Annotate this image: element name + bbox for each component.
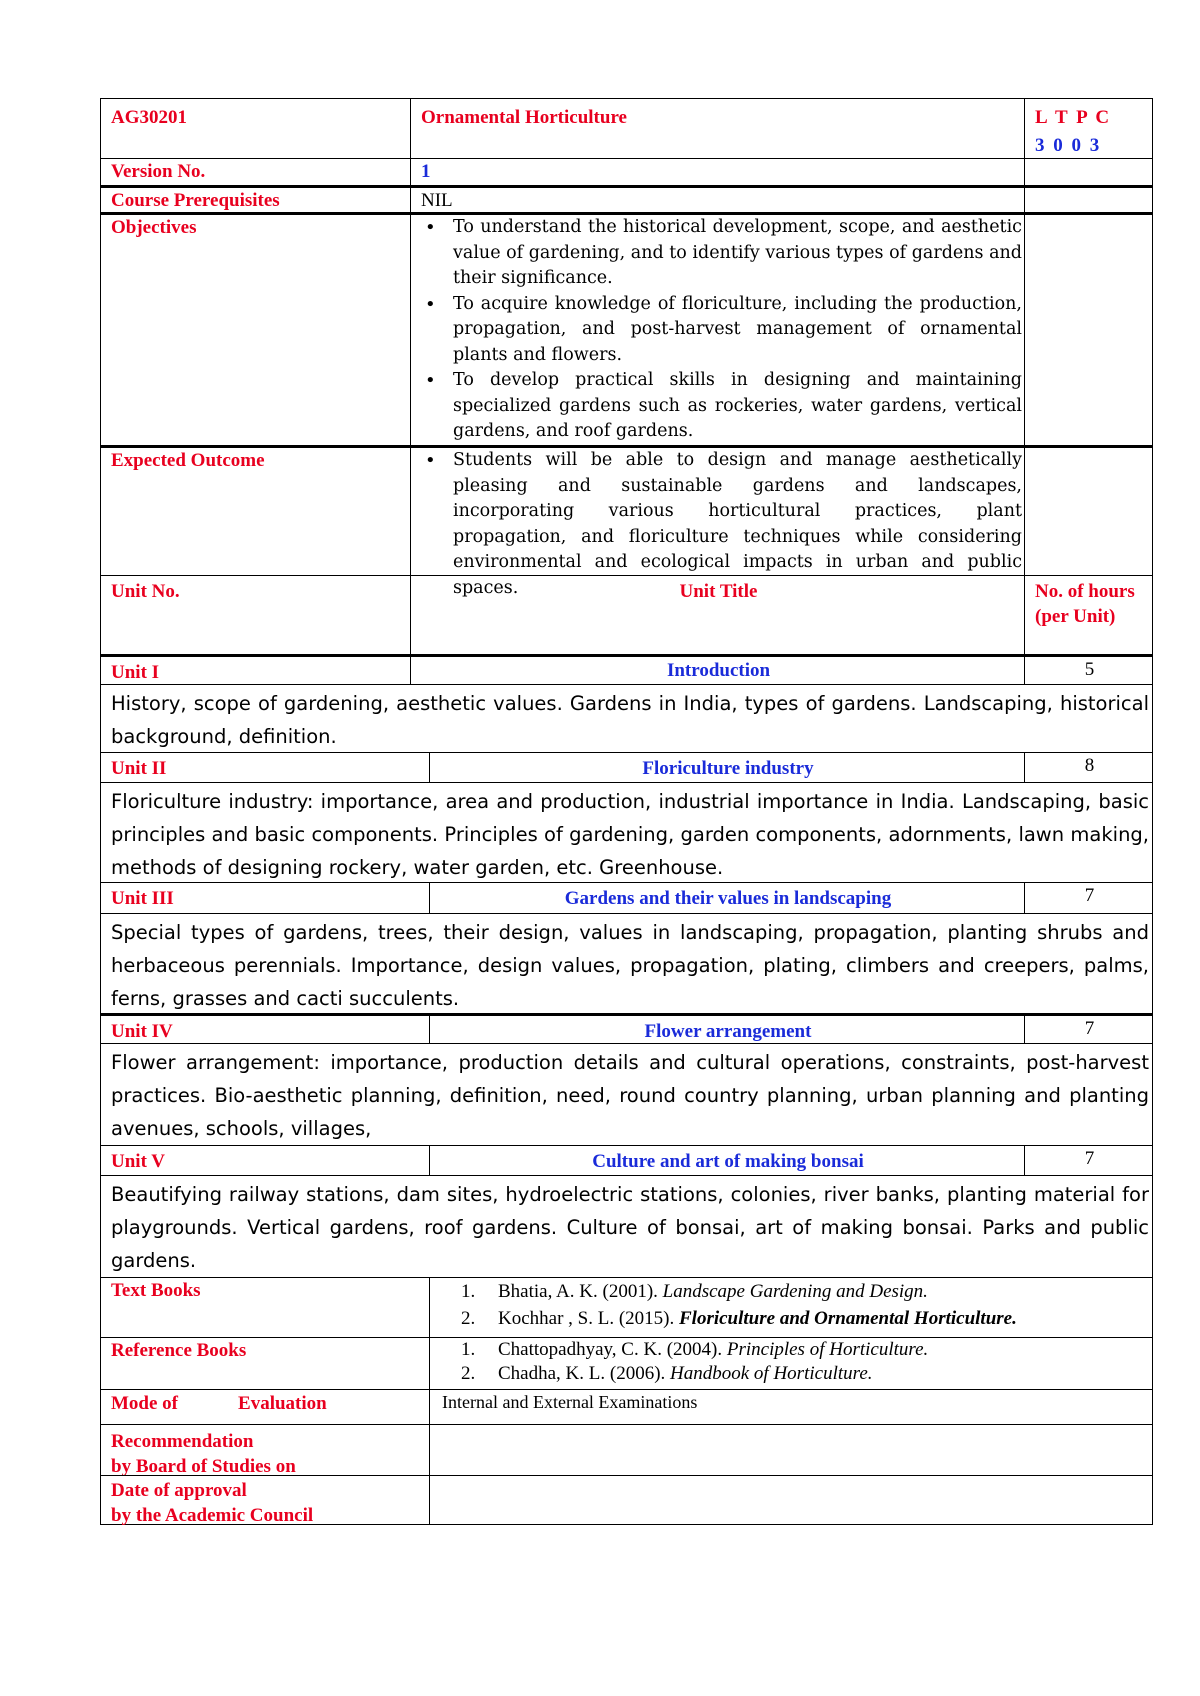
unit-no: Unit I — [101, 657, 411, 684]
unit-no: Unit V — [101, 1146, 430, 1175]
version-row — [100, 158, 1153, 185]
mode-label-a: Mode of — [111, 1393, 179, 1414]
objectives-label: Objectives — [101, 215, 411, 445]
unit-content-row — [100, 684, 1153, 752]
recommendation-value — [430, 1425, 1152, 1475]
syllabus-table — [100, 98, 1153, 1525]
approval-row — [100, 1475, 1153, 1525]
outcome-empty — [1025, 448, 1152, 575]
book-author: Kochhar , S. L. (2015). — [498, 1308, 679, 1329]
objectives-list — [419, 215, 1022, 445]
ltpc-labels: L T P C — [1035, 107, 1112, 128]
objectives-cell — [411, 215, 1025, 445]
book-item — [480, 1305, 1144, 1332]
recommendation-row — [100, 1424, 1153, 1475]
unit-row — [100, 752, 1153, 782]
unit-hours: 7 — [1084, 1018, 1095, 1039]
unit-title: Gardens and their values in landscaping — [430, 883, 1025, 913]
text-books-row — [100, 1277, 1153, 1337]
version-value: 1 — [411, 159, 1025, 185]
book-title: Principles of Horticulture. — [726, 1339, 929, 1360]
book-title: Handbook of Horticulture. — [670, 1363, 873, 1384]
course-syllabus-document — [100, 98, 1153, 1525]
unit-content-row — [100, 1175, 1153, 1277]
book-item — [480, 1338, 1144, 1362]
unit-content-row — [100, 782, 1153, 882]
course-code: AG30201 — [101, 99, 411, 158]
unit-content: Beautifying railway stations, dam sites, hydroelectric stations, colonies, river banks, planting material for playgrounds. Vertical gardens, roof gardens. Culture of bonsai, art of making bonsai. Parks and public gardens. — [111, 1183, 1149, 1272]
unit-title: Floriculture industry — [430, 753, 1025, 782]
prereq-row — [100, 185, 1153, 212]
book-title: Landscape Gardening and Design. — [662, 1281, 928, 1302]
approval-line2: by the Academic Council — [111, 1505, 314, 1526]
approval-label — [101, 1476, 430, 1524]
unit-hours: 7 — [1084, 1148, 1095, 1169]
objective-item: • To acquire knowledge of floriculture, including the production, propagation, and post-harvest management of ornamental plants and flowers. — [453, 292, 1022, 369]
prereq-empty — [1025, 188, 1152, 212]
objectives-empty — [1025, 215, 1152, 445]
prereq-value: NIL — [411, 188, 1025, 212]
recommendation-line1: Recommendation — [111, 1431, 254, 1452]
book-item — [480, 1362, 1144, 1386]
hours-header: No. of hours (per Unit) — [1035, 581, 1135, 627]
objective-item: • To develop practical skills in designing and maintaining specialized gardens such as rockeries, water gardens, vertical gardens, and roof gardens. — [453, 368, 1022, 445]
unit-row — [100, 882, 1153, 913]
mode-label — [101, 1390, 430, 1424]
unit-no: Unit III — [101, 883, 430, 913]
unit-content: Flower arrangement: importance, production details and cultural operations, constraints, post-harvest practices. Bio-aesthetic planning, definition, need, round country planning, urban planning and planting avenues, schools, villages, — [111, 1051, 1149, 1140]
unit-header-row — [100, 575, 1153, 654]
version-label: Version No. — [101, 159, 411, 185]
text-books-list — [440, 1278, 1144, 1332]
unit-row — [100, 654, 1153, 684]
outcome-label: Expected Outcome — [101, 448, 411, 575]
unit-content-row — [100, 1043, 1153, 1145]
unit-row — [100, 1013, 1153, 1043]
recommendation-label — [101, 1425, 430, 1475]
objective-item: • To understand the historical development, scope, and aesthetic value of gardening, and to identify various types of gardens and their significance. — [453, 215, 1022, 292]
unit-title: Introduction — [411, 657, 1025, 684]
reference-books-row — [100, 1337, 1153, 1389]
approval-line1: Date of approval — [111, 1480, 247, 1501]
book-author: Bhatia, A. K. (2001). — [498, 1281, 663, 1302]
unit-no: Unit IV — [101, 1016, 430, 1043]
unit-title: Flower arrangement — [430, 1016, 1025, 1043]
unit-row — [100, 1145, 1153, 1175]
mode-row — [100, 1389, 1153, 1424]
ltpc-cell — [1025, 99, 1152, 158]
unit-title-header: Unit Title — [411, 576, 1025, 654]
text-books-label: Text Books — [101, 1278, 430, 1337]
unit-no: Unit II — [101, 753, 430, 782]
unit-hours: 5 — [1084, 659, 1095, 680]
mode-value: Internal and External Examinations — [442, 1392, 698, 1412]
unit-no-header: Unit No. — [101, 576, 411, 654]
prereq-label: Course Prerequisites — [101, 188, 411, 212]
outcome-item: • Students will be able to design and manage aesthetically pleasing and sustainable gardens and landscapes, incorporating various horticultural practices, plant propagation, and floriculture techniques while considering environmental and ecological impacts in urban and public spaces. — [453, 448, 1022, 601]
header-row — [100, 98, 1153, 158]
book-author: Chadha, K. L. (2006). — [498, 1363, 671, 1384]
book-title: Floriculture and Ornamental Horticulture. — [679, 1308, 1017, 1329]
unit-hours: 8 — [1084, 755, 1095, 776]
unit-content: History, scope of gardening, aesthetic values. Gardens in India, types of gardens. Landscaping, historical background, definition. — [111, 692, 1149, 748]
version-empty — [1025, 159, 1152, 185]
reference-books-list — [440, 1338, 1144, 1386]
reference-books-cell — [430, 1338, 1152, 1389]
unit-content-row — [100, 913, 1153, 1013]
unit-hours: 7 — [1084, 885, 1095, 906]
book-author: Chattopadhyay, C. K. (2004). — [498, 1339, 727, 1360]
course-title: Ornamental Horticulture — [411, 99, 1025, 158]
recommendation-line2: by Board of Studies on — [111, 1456, 296, 1477]
reference-books-label: Reference Books — [101, 1338, 430, 1389]
unit-title: Culture and art of making bonsai — [430, 1146, 1025, 1175]
text-books-cell — [430, 1278, 1152, 1337]
objectives-row — [100, 212, 1153, 445]
mode-label-b: Evaluation — [238, 1393, 327, 1414]
ltpc-values: 3 0 0 3 — [1035, 135, 1102, 156]
book-item — [480, 1278, 1144, 1305]
unit-content: Floriculture industry: importance, area and production, industrial importance in India. Landscaping, basic principles and basic components. Principles of gardening, garden components, adornments, lawn making, methods of designing rockery, water garden, etc. Greenhouse. — [111, 790, 1149, 879]
approval-value — [430, 1476, 1152, 1524]
unit-content: Special types of gardens, trees, their design, values in landscaping, propagation, planting shrubs and herbaceous perennials. Importance, design values, propagation, plating, climbers and creepers, palms, ferns, grasses and cacti succulents. — [111, 921, 1149, 1010]
